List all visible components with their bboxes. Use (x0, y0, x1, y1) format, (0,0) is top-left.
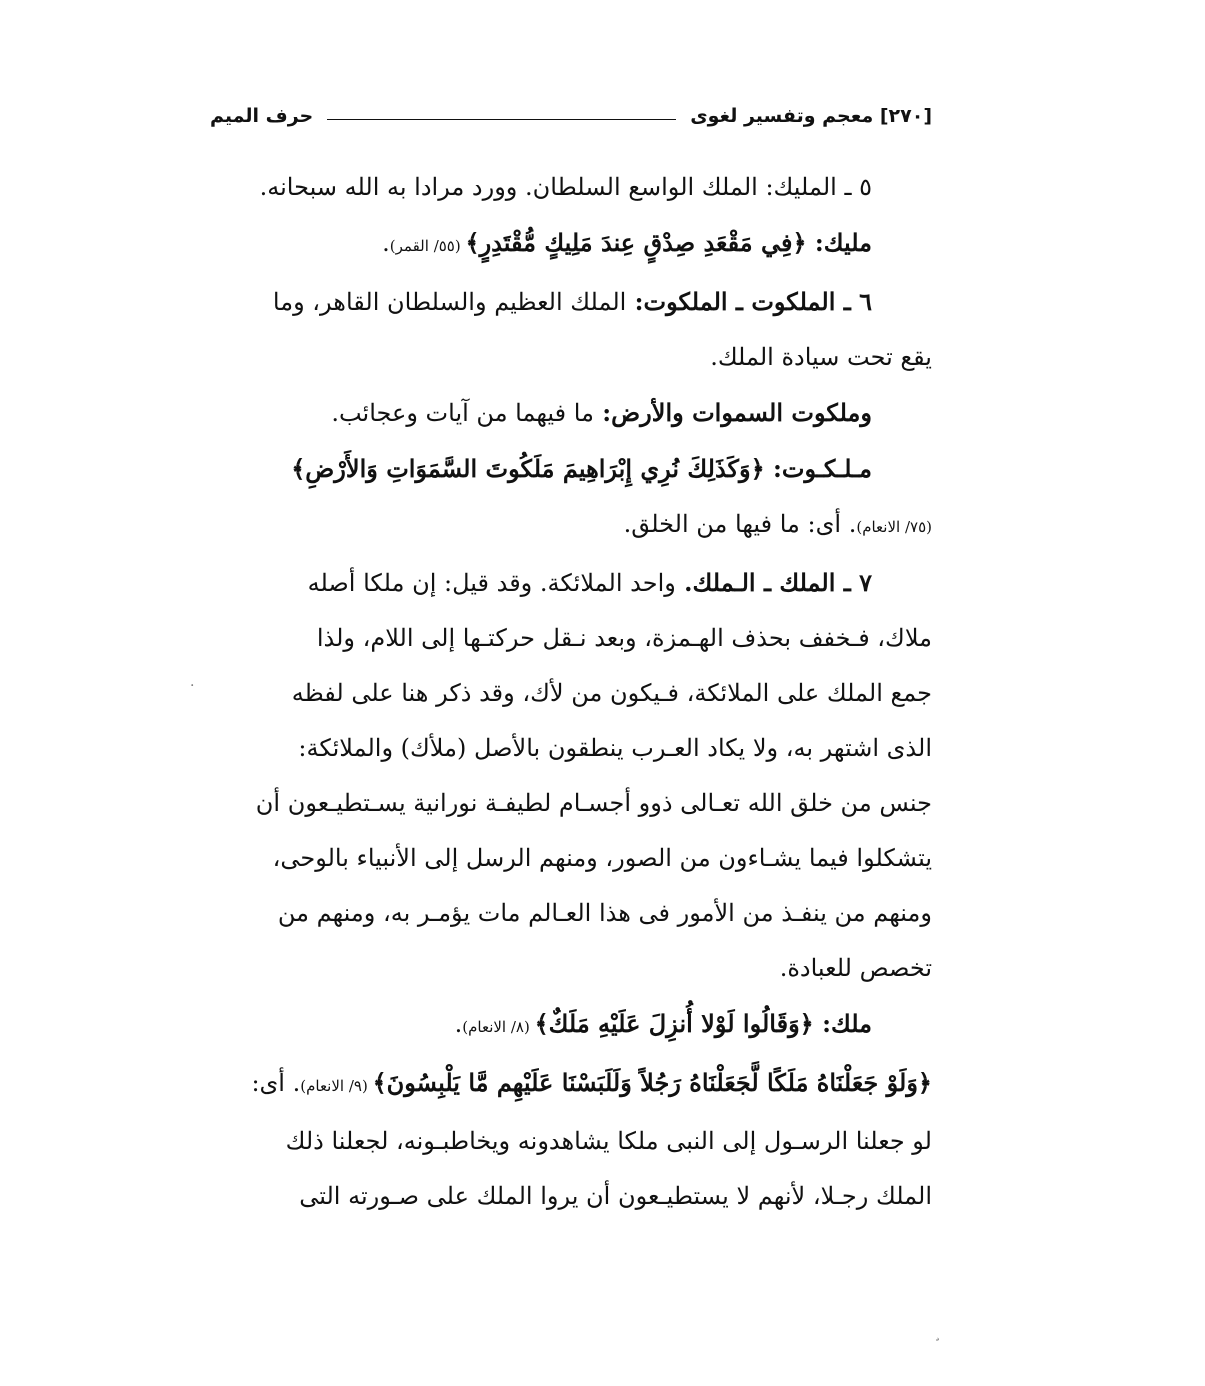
text-line (198, 996, 932, 1055)
term-label: مـلـكـوت: (764, 454, 872, 483)
text-run: واحد الملائكة. وقد قيل: إن ملكا أصله (307, 569, 676, 597)
text-line (198, 721, 932, 776)
text-run: . (454, 1010, 463, 1038)
text-line (198, 666, 932, 721)
text-run: جنس من خلق الله تعـالى ذوو أجسـام لطيفـة نورانية يسـتطيـعون أن (255, 789, 932, 817)
quran-verse: ﴿وَكَذَلِكَ نُرِي إِبْرَاهِيمَ مَلَكُوتَ السَّمَوَاتِ وَالأَرْضِ﴾ (291, 454, 765, 483)
text-line (198, 441, 932, 497)
verse-reference: (٥٥/ القمر) (389, 237, 466, 255)
quran-verse: ﴿وَقَالُوا لَوْلا أُنزِلَ عَلَيْهِ مَلَكٌ﴾ (534, 1009, 814, 1038)
text-line (198, 215, 932, 274)
text-run: الملك رجـلا، لأنهم لا يستطيـعون أن يروا الملك على صـورته التى (299, 1182, 932, 1210)
verse-reference: (٩/ الانعام) (300, 1077, 373, 1095)
text-run: ملاك، فـخفف بحذف الهـمزة، وبعد نـقل حركتـها إلى اللام، ولذا (316, 624, 932, 652)
text-run: جمع الملك على الملائكة، فـيكون من لأك، وقد ذكر هنا على لفظه (291, 679, 932, 707)
term-label: مليك: (806, 228, 872, 257)
text-line (198, 611, 932, 666)
text-run: يتشكلوا فيما يشـاءون من الصور، ومنهم الرسل إلى الأنبياء بالوحى، (272, 844, 932, 872)
text-run: الملك العظيم والسلطان القاهر، وما (272, 288, 627, 316)
text-run: تخصص للعبادة. (779, 954, 932, 982)
quran-verse: ﴿فِي مَقْعَدِ صِدْقٍ عِندَ مَلِيكٍ مُّقْتَدِرٍ﴾ (465, 228, 807, 257)
text-run: . أى: ما فيها من الخلق. (623, 510, 857, 538)
term-label: ٦ ـ الملكوت ـ الملكوت: (626, 287, 872, 316)
text-run: ومنهم من ينفـذ من الأمور فى هذا العـالم مات يؤمـر به، ومنهم من (277, 899, 932, 927)
verse-reference: (٧٥/ الانعام) (856, 518, 932, 536)
text-line (198, 1055, 932, 1114)
header-rule (327, 119, 676, 120)
text-run: ما فيهما من آيات وعجائب. (331, 399, 594, 427)
text-run: يقع تحت سيادة الملك. (710, 343, 932, 371)
page-title: [٢٧٠] معجم وتفسير لغوى (690, 105, 932, 127)
text-line (198, 1114, 932, 1169)
page-header (210, 100, 932, 132)
text-run: ٥ ـ المليك: الملك الواسع السلطان. وورد مرادا به الله سبحانه. (259, 173, 872, 201)
term-label: ٧ ـ الملك ـ الـملك. (675, 568, 872, 597)
scan-speck: · (190, 678, 195, 694)
term-label: ملك: (813, 1009, 872, 1038)
page-body (198, 160, 932, 1224)
text-line (198, 831, 932, 886)
text-line (198, 330, 932, 385)
quran-verse: ﴿وَلَوْ جَعَلْنَاهُ مَلَكًا لَّجَعَلْنَاهُ رَجُلاً وَلَلَبَسْنَا عَلَيْهِم مَّا يَلْبِسُونَ﴾ (372, 1068, 932, 1097)
text-run: لو جعلنا الرسـول إلى النبى ملكا يشاهدونه ويخاطبـونه، لجعلنا ذلك (285, 1127, 932, 1155)
text-line (198, 1169, 932, 1224)
verse-reference: (٨/ الانعام) (462, 1018, 535, 1036)
text-line (198, 555, 932, 611)
scan-speck: ¸ (934, 1326, 941, 1342)
text-line (198, 886, 932, 941)
text-run: . أى: (251, 1069, 301, 1097)
section-title: حرف الميم (210, 105, 314, 127)
text-run: الذى اشتهر به، ولا يكاد العـرب ينطقون بالأصل (ملأك) والملائكة: (298, 734, 932, 762)
text-line (198, 385, 932, 441)
text-line (198, 274, 932, 330)
text-line (198, 941, 932, 996)
text-line (198, 160, 932, 215)
text-line (198, 497, 932, 555)
text-line (198, 776, 932, 831)
text-run: . (382, 229, 390, 257)
term-label: وملكوت السموات والأرض: (593, 398, 872, 427)
